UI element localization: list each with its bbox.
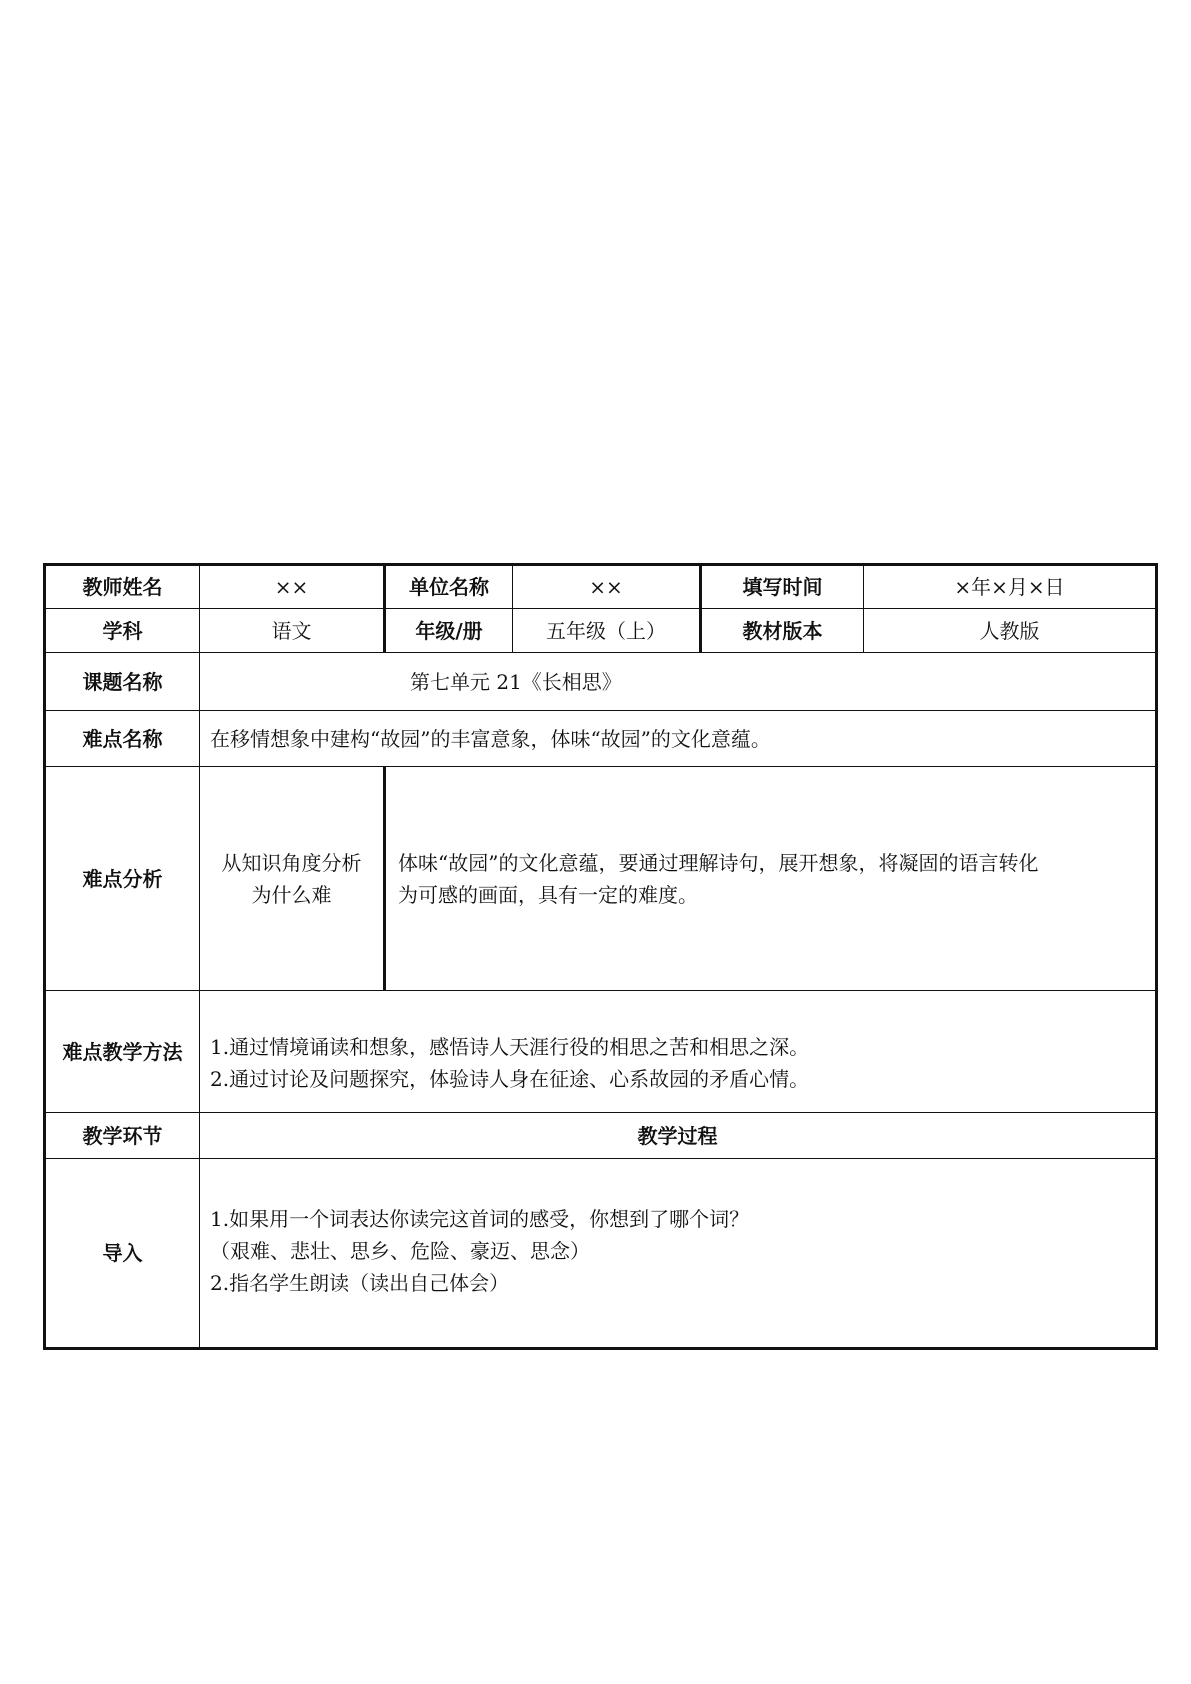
- analysis-label: 难点分析: [45, 767, 200, 991]
- method-item-2: 2.通过讨论及问题探究，体验诗人身在征途、心系故园的矛盾心情。: [210, 1067, 810, 1091]
- intro-line-1: 1.如果用一个词表达你读完这首词的感受，你想到了哪个词？: [210, 1207, 750, 1231]
- grade-value: 五年级（上）: [513, 609, 701, 653]
- unit-name-value: ××: [513, 565, 701, 609]
- analysis-row: [45, 767, 1157, 991]
- unit-name-label: 单位名称: [385, 565, 513, 609]
- process-label: 教学过程: [200, 1113, 1157, 1159]
- difficulty-row: [45, 711, 1157, 767]
- intro-label: 导入: [45, 1159, 200, 1349]
- header-row-2: [45, 609, 1157, 653]
- fill-date-value: ×年×月×日: [864, 565, 1157, 609]
- edition-label: 教材版本: [701, 609, 864, 653]
- method-text: [200, 991, 1157, 1113]
- header-row-1: [45, 565, 1157, 609]
- intro-line-3: 2.指名学生朗读（读出自己体会）: [210, 1271, 510, 1295]
- topic-label: 课题名称: [45, 653, 200, 711]
- difficulty-label: 难点名称: [45, 711, 200, 767]
- method-label: 难点教学方法: [45, 991, 200, 1113]
- edition-value: 人教版: [864, 609, 1157, 653]
- lesson-plan-table: [43, 563, 1158, 1350]
- teacher-name-value: ××: [200, 565, 385, 609]
- stage-label: 教学环节: [45, 1113, 200, 1159]
- subject-value: 语文: [200, 609, 385, 653]
- intro-row: [45, 1159, 1157, 1349]
- analysis-text: [385, 767, 1157, 991]
- analysis-text-line1: 体味“故园”的文化意蕴，要通过理解诗句，展开想象，将凝固的语言转化: [398, 850, 1039, 875]
- grade-label: 年级/册: [385, 609, 513, 653]
- analysis-text-line2: 为可感的画面，具有一定的难度。: [398, 882, 698, 907]
- process-header-row: [45, 1113, 1157, 1159]
- topic-row: [45, 653, 1157, 711]
- intro-text: [200, 1159, 1157, 1349]
- teacher-name-label: 教师姓名: [45, 565, 200, 609]
- method-item-1: 1.通过情境诵读和想象，感悟诗人天涯行役的相思之苦和相思之深。: [210, 1035, 810, 1059]
- fill-date-label: 填写时间: [701, 565, 864, 609]
- difficulty-value: 在移情想象中建构“故园”的丰富意象，体味“故园”的文化意蕴。: [200, 711, 1157, 767]
- analysis-sub-label-line1: 从知识角度分析: [221, 850, 362, 875]
- intro-line-2: （艰难、悲壮、思乡、危险、豪迈、思念）: [210, 1239, 590, 1263]
- subject-label: 学科: [45, 609, 200, 653]
- analysis-sub-label-line2: 为什么难: [251, 882, 332, 907]
- analysis-sub-label: [200, 767, 385, 991]
- topic-value: 第七单元 21《长相思》: [200, 653, 1157, 711]
- method-row: [45, 991, 1157, 1113]
